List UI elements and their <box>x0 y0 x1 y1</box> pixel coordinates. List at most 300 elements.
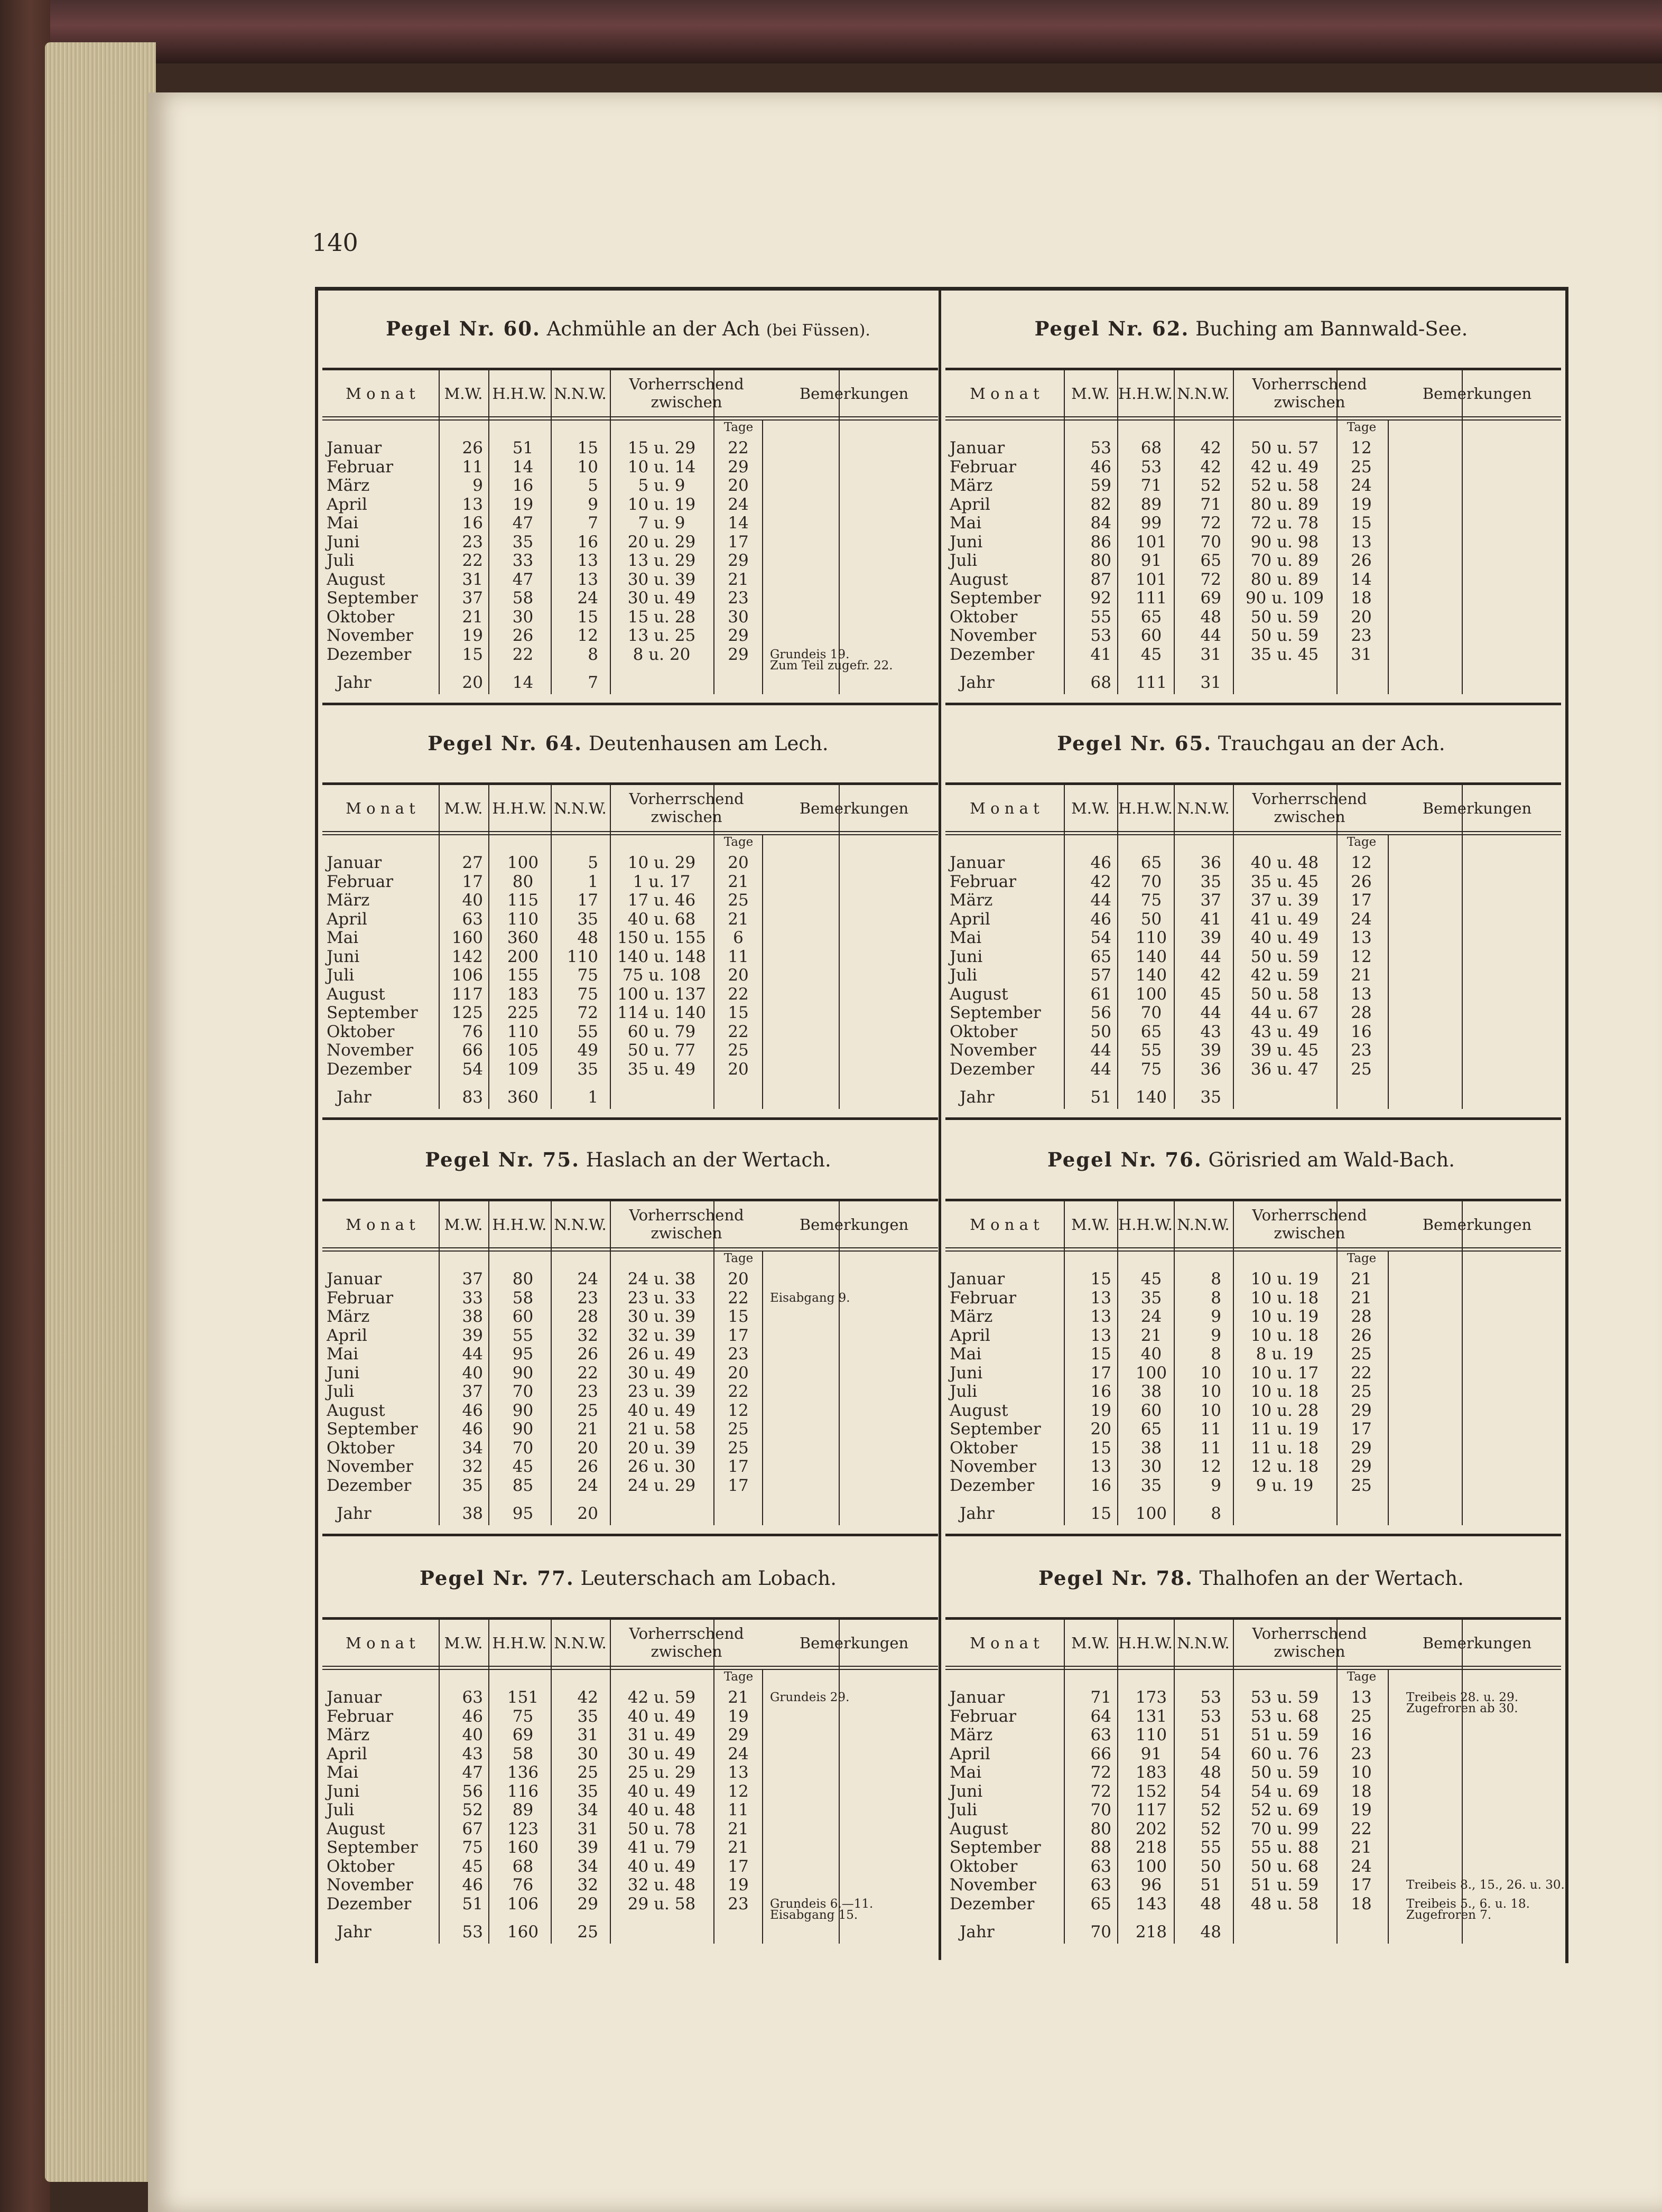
days-value: 31 <box>1351 645 1372 664</box>
hhw-value: 140 <box>1135 966 1167 985</box>
nnw-value: 43 <box>1200 1022 1221 1041</box>
nnw-value: 1 <box>588 872 598 891</box>
mw-value: 40 <box>462 891 483 910</box>
month-label: Juni <box>950 1363 983 1383</box>
hhw-value: 53 <box>1140 457 1162 477</box>
month-row <box>318 891 938 910</box>
hhw-value: 75 <box>512 1706 534 1726</box>
header-rule-2 <box>322 1669 938 1670</box>
mw-value: 57 <box>1090 966 1111 985</box>
month-row <box>941 853 1561 872</box>
header-hhw: H.H.W. <box>1118 799 1173 817</box>
nnw-value: 11 <box>1200 1438 1221 1458</box>
mw-value: 16 <box>1090 1382 1111 1401</box>
section-bottom-rule <box>945 1117 1561 1120</box>
month-row <box>941 570 1561 589</box>
year-row <box>318 1088 938 1107</box>
section-title <box>941 732 1561 755</box>
month-label: Juni <box>327 1363 360 1383</box>
nnw-value: 41 <box>1200 909 1221 929</box>
month-row <box>318 1364 938 1383</box>
nnw-value: 55 <box>1200 1838 1221 1857</box>
days-value: 11 <box>728 947 749 966</box>
title-rule <box>322 782 938 785</box>
range-value: 10 u. 18 <box>1250 1326 1319 1345</box>
month-row <box>318 1800 938 1819</box>
days-value: 20 <box>728 1270 749 1289</box>
month-row <box>318 1307 938 1326</box>
header-rule <box>322 831 938 832</box>
hhw-value: 33 <box>512 551 534 570</box>
pegel-number: Pegel Nr. 64. <box>428 732 583 755</box>
days-value: 18 <box>1351 589 1372 608</box>
days-value: 25 <box>728 1438 749 1458</box>
mw-value: 20 <box>1090 1420 1111 1439</box>
nnw-value: 65 <box>1200 551 1221 570</box>
days-value: 28 <box>1351 1307 1372 1326</box>
days-value: 17 <box>728 1326 749 1345</box>
mw-value: 70 <box>1090 1800 1111 1819</box>
days-value: 17 <box>1351 1420 1372 1439</box>
mw-value: 65 <box>1090 1894 1111 1914</box>
month-label: April <box>327 1744 367 1763</box>
nnw-value: 50 <box>1200 1856 1221 1876</box>
month-row <box>941 551 1561 570</box>
range-value: 52 u. 58 <box>1250 476 1319 495</box>
month-label: Dezember <box>950 1476 1035 1495</box>
days-value: 13 <box>1351 928 1372 947</box>
mw-value: 19 <box>462 626 483 645</box>
header-mw: M.W. <box>1071 1216 1110 1234</box>
nnw-value: 32 <box>577 1875 598 1894</box>
month-label: Juni <box>950 532 983 552</box>
month-label: Juli <box>327 1800 355 1819</box>
days-value: 24 <box>1351 1856 1372 1876</box>
station-name: Achmühle an der Ach <box>540 318 766 340</box>
days-value: 21 <box>1351 966 1372 985</box>
mw-value: 51 <box>462 1894 483 1914</box>
mw-value: 46 <box>462 1706 483 1726</box>
hhw-value: 183 <box>1135 1763 1167 1782</box>
header-nnw: N.N.W. <box>554 1216 607 1234</box>
mw-value: 46 <box>1090 909 1111 929</box>
mw-value: 13 <box>1090 1288 1111 1308</box>
nnw-value: 37 <box>1200 891 1221 910</box>
mw-value: 83 <box>462 1088 483 1107</box>
header-vorherrschend: Vorherrschend zwischen <box>1252 1625 1367 1660</box>
month-row <box>941 589 1561 608</box>
month-label: März <box>327 1307 370 1326</box>
header-mw: M.W. <box>444 385 483 403</box>
header-rule-2 <box>945 834 1561 835</box>
hhw-value: 70 <box>512 1382 534 1401</box>
month-label: Juni <box>950 947 983 966</box>
header-vorherrschend: Vorherrschend zwischen <box>629 790 744 826</box>
year-row <box>941 1922 1561 1942</box>
hhw-value: 155 <box>507 966 539 985</box>
days-value: 25 <box>1351 1059 1372 1079</box>
days-value: 23 <box>1351 1041 1372 1060</box>
days-value: 12 <box>1351 947 1372 966</box>
range-value: 50 u. 78 <box>627 1819 696 1838</box>
days-value: 23 <box>1351 1744 1372 1763</box>
mw-value: 45 <box>462 1856 483 1876</box>
range-value: 70 u. 99 <box>1250 1819 1319 1838</box>
month-row <box>941 1725 1561 1744</box>
header-vorherrschend: Vorherrschend zwischen <box>629 1625 744 1660</box>
days-value: 29 <box>1351 1438 1372 1458</box>
hhw-value: 143 <box>1135 1894 1167 1914</box>
month-row <box>941 1041 1561 1060</box>
hhw-value: 19 <box>512 494 534 514</box>
month-label: April <box>327 494 367 514</box>
range-value: 80 u. 89 <box>1250 570 1319 589</box>
range-value: 10 u. 19 <box>1250 1307 1319 1326</box>
days-value: 15 <box>728 1003 749 1022</box>
month-label: Juli <box>327 1382 355 1401</box>
mw-value: 38 <box>462 1307 483 1326</box>
days-value: 17 <box>1351 891 1372 910</box>
month-label: Jahr <box>337 1088 372 1107</box>
hhw-value: 160 <box>507 1922 539 1942</box>
mw-value: 15 <box>1090 1504 1111 1523</box>
mw-value: 87 <box>1090 570 1111 589</box>
month-label: Mai <box>950 514 982 533</box>
month-row <box>318 1838 938 1857</box>
range-value: 72 u. 78 <box>1250 514 1319 533</box>
pegel-number: Pegel Nr. 75. <box>425 1148 580 1171</box>
days-value: 22 <box>1351 1363 1372 1383</box>
month-row <box>318 872 938 891</box>
pegel-section <box>318 711 938 1112</box>
hhw-value: 55 <box>512 1326 534 1345</box>
nnw-value: 7 <box>588 514 598 533</box>
nnw-value: 21 <box>577 1420 598 1439</box>
days-value: 18 <box>1351 1894 1372 1914</box>
header-rule-2 <box>322 834 938 835</box>
days-value: 21 <box>728 872 749 891</box>
month-row <box>941 1763 1561 1782</box>
mw-value: 53 <box>1090 626 1111 645</box>
range-value: 40 u. 48 <box>627 1800 696 1819</box>
pegel-number: Pegel Nr. 78. <box>1038 1566 1193 1590</box>
range-value: 10 u. 14 <box>627 457 696 477</box>
month-label: März <box>950 1725 993 1744</box>
hhw-value: 58 <box>512 589 534 608</box>
days-value: 24 <box>1351 909 1372 929</box>
range-value: 31 u. 49 <box>627 1725 696 1744</box>
days-value: 20 <box>728 476 749 495</box>
days-value: 23 <box>728 1894 749 1914</box>
range-value: 10 u. 19 <box>627 494 696 514</box>
range-value: 40 u. 48 <box>1250 853 1319 872</box>
header-bemerkungen: Bemerkungen <box>1422 799 1532 817</box>
mw-value: 56 <box>462 1781 483 1801</box>
range-value: 51 u. 59 <box>1250 1875 1319 1894</box>
mw-value: 9 <box>472 476 483 495</box>
station-sub: (bei Füssen). <box>766 321 870 340</box>
mw-value: 37 <box>462 589 483 608</box>
header-mw: M.W. <box>1071 1634 1110 1652</box>
days-value: 17 <box>728 532 749 552</box>
pegel-number: Pegel Nr. 62. <box>1034 317 1190 340</box>
mw-value: 44 <box>462 1345 483 1364</box>
mw-value: 32 <box>462 1457 483 1476</box>
month-label: September <box>950 589 1041 608</box>
mw-value: 11 <box>462 457 483 477</box>
range-value: 26 u. 49 <box>627 1345 696 1364</box>
range-value: 32 u. 39 <box>627 1326 696 1345</box>
month-row <box>941 872 1561 891</box>
days-value: 20 <box>728 1363 749 1383</box>
days-value: 21 <box>728 909 749 929</box>
remark-text: Grundeis 19. <box>770 647 850 661</box>
days-value: 29 <box>1351 1457 1372 1476</box>
section-bottom-rule <box>945 1534 1561 1536</box>
mw-value: 63 <box>1090 1856 1111 1876</box>
nnw-value: 69 <box>1200 589 1221 608</box>
month-label: April <box>950 909 990 929</box>
range-value: 60 u. 76 <box>1250 1744 1319 1763</box>
hhw-value: 116 <box>507 1781 539 1801</box>
month-row <box>318 928 938 947</box>
mw-value: 35 <box>462 1476 483 1495</box>
days-value: 21 <box>1351 1270 1372 1289</box>
pegel-section <box>318 1545 938 1947</box>
nnw-value: 31 <box>577 1725 598 1744</box>
hhw-value: 50 <box>1140 909 1162 929</box>
month-row <box>318 608 938 627</box>
nnw-value: 22 <box>577 1363 598 1383</box>
range-value: 75 u. 108 <box>622 966 701 985</box>
month-row <box>318 1401 938 1420</box>
month-label: März <box>950 891 993 910</box>
month-label: Oktober <box>327 1022 395 1041</box>
days-value: 22 <box>728 438 749 458</box>
nnw-value: 35 <box>577 909 598 929</box>
nnw-value: 12 <box>1200 1457 1221 1476</box>
mw-value: 80 <box>1090 1819 1111 1838</box>
header-rule <box>322 1247 938 1248</box>
range-value: 11 u. 19 <box>1250 1420 1319 1439</box>
month-label: Oktober <box>950 1022 1018 1041</box>
mw-value: 71 <box>1090 1688 1111 1707</box>
range-value: 42 u. 59 <box>1250 966 1319 985</box>
header-bemerkungen: Bemerkungen <box>1422 1634 1532 1652</box>
hhw-value: 202 <box>1135 1819 1167 1838</box>
nnw-value: 53 <box>1200 1688 1221 1707</box>
month-row <box>941 1289 1561 1308</box>
mw-value: 142 <box>451 947 483 966</box>
hhw-value: 360 <box>507 1088 539 1107</box>
mw-value: 17 <box>1090 1363 1111 1383</box>
nnw-value: 48 <box>577 928 598 947</box>
section-title <box>941 1566 1561 1590</box>
station-name: Leuterschach am Lobach. <box>574 1567 837 1590</box>
month-label: Jahr <box>960 1922 995 1942</box>
month-label: Oktober <box>950 607 1018 627</box>
pegel-section <box>941 296 1561 697</box>
range-value: 11 u. 18 <box>1250 1438 1319 1458</box>
mw-value: 15 <box>1090 1270 1111 1289</box>
hhw-value: 95 <box>512 1504 534 1523</box>
mw-value: 40 <box>462 1363 483 1383</box>
month-label: Mai <box>327 514 359 533</box>
nnw-value: 15 <box>577 438 598 458</box>
nnw-value: 20 <box>577 1438 598 1458</box>
header-rule-2 <box>322 1250 938 1252</box>
header-hhw: H.H.W. <box>1118 1216 1173 1234</box>
mw-value: 92 <box>1090 589 1111 608</box>
range-value: 50 u. 59 <box>1250 947 1319 966</box>
hhw-value: 38 <box>1140 1438 1162 1458</box>
mw-value: 66 <box>1090 1744 1111 1763</box>
month-label: Dezember <box>950 1894 1035 1914</box>
days-value: 23 <box>728 589 749 608</box>
range-value: 29 u. 58 <box>627 1894 696 1914</box>
month-row <box>318 947 938 966</box>
range-value: 42 u. 59 <box>627 1688 696 1707</box>
month-label: Februar <box>327 457 394 477</box>
days-value: 25 <box>728 891 749 910</box>
hhw-value: 45 <box>1140 645 1162 664</box>
header-rule <box>322 416 938 417</box>
header-monat: M o n a t <box>970 385 1039 403</box>
days-value: 17 <box>728 1856 749 1876</box>
hhw-value: 100 <box>507 853 539 872</box>
year-row <box>941 673 1561 692</box>
remark-text: Eisabgang 15. <box>770 1908 858 1922</box>
range-value: 51 u. 59 <box>1250 1725 1319 1744</box>
month-label: Juni <box>327 1781 360 1801</box>
station-name: Görisried am Wald-Bach. <box>1202 1149 1455 1171</box>
month-row <box>941 910 1561 929</box>
month-label: März <box>950 476 993 495</box>
mw-value: 33 <box>462 1288 483 1308</box>
hhw-value: 89 <box>1140 494 1162 514</box>
days-value: 26 <box>1351 551 1372 570</box>
nnw-value: 30 <box>577 1744 598 1763</box>
month-label: Jahr <box>337 1922 372 1942</box>
mw-value: 43 <box>462 1744 483 1763</box>
range-value: 53 u. 59 <box>1250 1688 1319 1707</box>
month-label: September <box>327 1838 418 1857</box>
mw-value: 15 <box>1090 1345 1111 1364</box>
days-value: 25 <box>1351 1345 1372 1364</box>
hhw-value: 106 <box>507 1894 539 1914</box>
month-row <box>941 1420 1561 1439</box>
mw-value: 46 <box>1090 853 1111 872</box>
mw-value: 50 <box>1090 1022 1111 1041</box>
hhw-value: 100 <box>1135 1504 1167 1523</box>
nnw-value: 36 <box>1200 853 1221 872</box>
nnw-value: 52 <box>1200 476 1221 495</box>
header-rule <box>945 831 1561 832</box>
title-rule <box>322 368 938 370</box>
hhw-value: 76 <box>512 1875 534 1894</box>
header-nnw: N.N.W. <box>554 799 607 817</box>
mw-value: 44 <box>1090 1041 1111 1060</box>
header-bemerkungen: Bemerkungen <box>799 799 909 817</box>
month-label: Januar <box>950 1688 1005 1707</box>
header-hhw: H.H.W. <box>1118 385 1173 403</box>
mw-value: 19 <box>1090 1401 1111 1420</box>
nnw-value: 54 <box>1200 1744 1221 1763</box>
section-title <box>318 317 938 340</box>
range-value: 9 u. 19 <box>1256 1476 1314 1495</box>
mw-value: 17 <box>462 872 483 891</box>
month-label: Oktober <box>327 1438 395 1458</box>
section-title <box>941 317 1561 340</box>
days-value: 6 <box>733 928 744 947</box>
header-mw: M.W. <box>444 1216 483 1234</box>
mw-value: 21 <box>462 607 483 627</box>
month-row <box>941 1326 1561 1345</box>
month-label: Dezember <box>950 1059 1035 1079</box>
mw-value: 56 <box>1090 1003 1111 1022</box>
days-value: 25 <box>1351 1476 1372 1495</box>
month-label: Oktober <box>327 1856 395 1876</box>
nnw-value: 39 <box>1200 928 1221 947</box>
range-value: 100 u. 137 <box>617 984 706 1004</box>
month-row <box>941 1382 1561 1401</box>
month-label: Juni <box>327 532 360 552</box>
range-value: 54 u. 69 <box>1250 1781 1319 1801</box>
month-row <box>941 1439 1561 1458</box>
month-label: März <box>327 891 370 910</box>
mw-value: 160 <box>451 928 483 947</box>
book-cover-left <box>0 0 50 2212</box>
nnw-value: 10 <box>1200 1363 1221 1383</box>
header-hhw: H.H.W. <box>492 799 547 817</box>
mw-value: 13 <box>1090 1457 1111 1476</box>
range-value: 40 u. 49 <box>627 1781 696 1801</box>
month-row <box>941 928 1561 947</box>
nnw-value: 16 <box>577 532 598 552</box>
month-row <box>318 1022 938 1041</box>
mw-value: 63 <box>1090 1725 1111 1744</box>
mw-value: 52 <box>462 1800 483 1819</box>
hhw-value: 51 <box>512 438 534 458</box>
nnw-value: 35 <box>577 1059 598 1079</box>
mw-value: 125 <box>451 1003 483 1022</box>
month-row <box>941 1345 1561 1364</box>
header-monat: M o n a t <box>346 1634 415 1652</box>
range-value: 53 u. 68 <box>1250 1706 1319 1726</box>
header-hhw: H.H.W. <box>492 1216 547 1234</box>
nnw-value: 34 <box>577 1856 598 1876</box>
nnw-value: 71 <box>1200 494 1221 514</box>
hhw-value: 115 <box>507 891 539 910</box>
hhw-value: 30 <box>1140 1457 1162 1476</box>
month-row <box>318 966 938 985</box>
remark-text: Grundeis 6.—11. <box>770 1897 874 1911</box>
month-row <box>318 1041 938 1060</box>
days-value: 29 <box>728 626 749 645</box>
range-value: 40 u. 49 <box>627 1401 696 1420</box>
mw-value: 53 <box>1090 438 1111 458</box>
hhw-value: 95 <box>512 1345 534 1364</box>
days-value: 29 <box>728 645 749 664</box>
nnw-value: 48 <box>1200 1922 1221 1942</box>
mw-value: 63 <box>462 909 483 929</box>
nnw-value: 8 <box>1211 1270 1221 1289</box>
pegel-number: Pegel Nr. 60. <box>386 317 541 340</box>
month-row <box>318 551 938 570</box>
days-value: 16 <box>1351 1725 1372 1744</box>
month-label: April <box>950 494 990 514</box>
month-row <box>318 626 938 645</box>
